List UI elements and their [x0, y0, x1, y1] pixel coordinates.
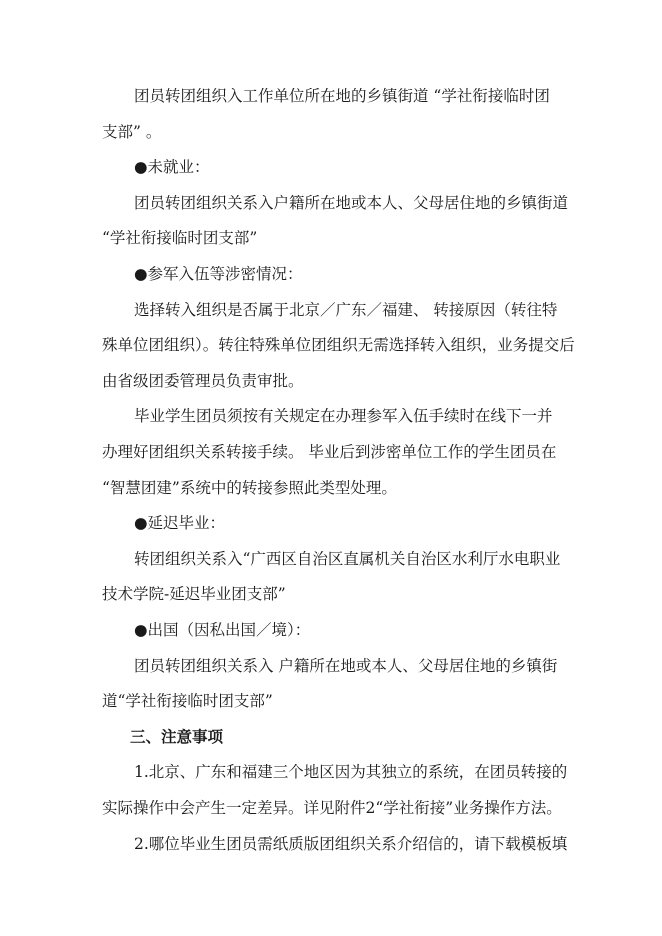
paragraph-line: 团员转团组织关系入 户籍所在地或本人、父母居住地的乡镇街 [134, 657, 558, 675]
paragraph-line: 办理好团组织关系转接手续。 毕业后到涉密单位工作的学生团员在 [102, 443, 557, 461]
paragraph-line: “学社衔接临时团支部” [102, 229, 258, 247]
paragraph-line: 技术学院-延迟毕业团支部” [102, 585, 286, 603]
paragraph-line: 2.哪位毕业生团员需纸质版团组织关系介绍信的，请下载模板填 [134, 835, 568, 853]
paragraph-line: “智慧团建”系统中的转接参照此类型处理。 [102, 479, 397, 497]
paragraph-line: 殊单位团组织）。转往特殊单位团组织无需选择转入组织，业务提交后 [102, 336, 575, 354]
bullet-item-delayed-graduation: ●延迟毕业： [134, 514, 226, 532]
paragraph-line: 毕业学生团员须按有关规定在办理参军入伍手续时在线下一并 [134, 407, 553, 425]
paragraph-line: 道“学社衔接临时团支部” [102, 692, 273, 710]
paragraph-line: 1.北京、广东和福建三个地区因为其独立的系统，在团员转接的 [134, 763, 568, 781]
paragraph-line: 实际操作中会产生一定差异。详见附件2“学社衔接”业务操作方法。 [102, 799, 562, 817]
paragraph-line: 支部” 。 [102, 123, 162, 141]
bullet-item-military: ●参军入伍等涉密情况： [134, 265, 303, 283]
paragraph-line: 团员转团组织入工作单位所在地的乡镇街道 “学社衔接临时团 [134, 87, 550, 105]
paragraph-line: 选择转入组织是否属于北京／广东／福建、 转接原因（转往特 [134, 301, 558, 319]
bullet-item-unemployed: ●未就业： [134, 158, 210, 176]
paragraph-line: 由省级团委管理员负责审批。 [102, 372, 304, 390]
paragraph-line: 团员转团组织关系入户籍所在地或本人、父母居住地的乡镇街道 [134, 194, 569, 212]
bullet-item-going-abroad: ●出国（因私出国／境）： [134, 621, 311, 639]
paragraph-line: 转团组织关系入“广西区自治区直属机关自治区水利厅水电职业 [134, 550, 561, 568]
section-heading: 三、注意事项 [130, 728, 224, 746]
